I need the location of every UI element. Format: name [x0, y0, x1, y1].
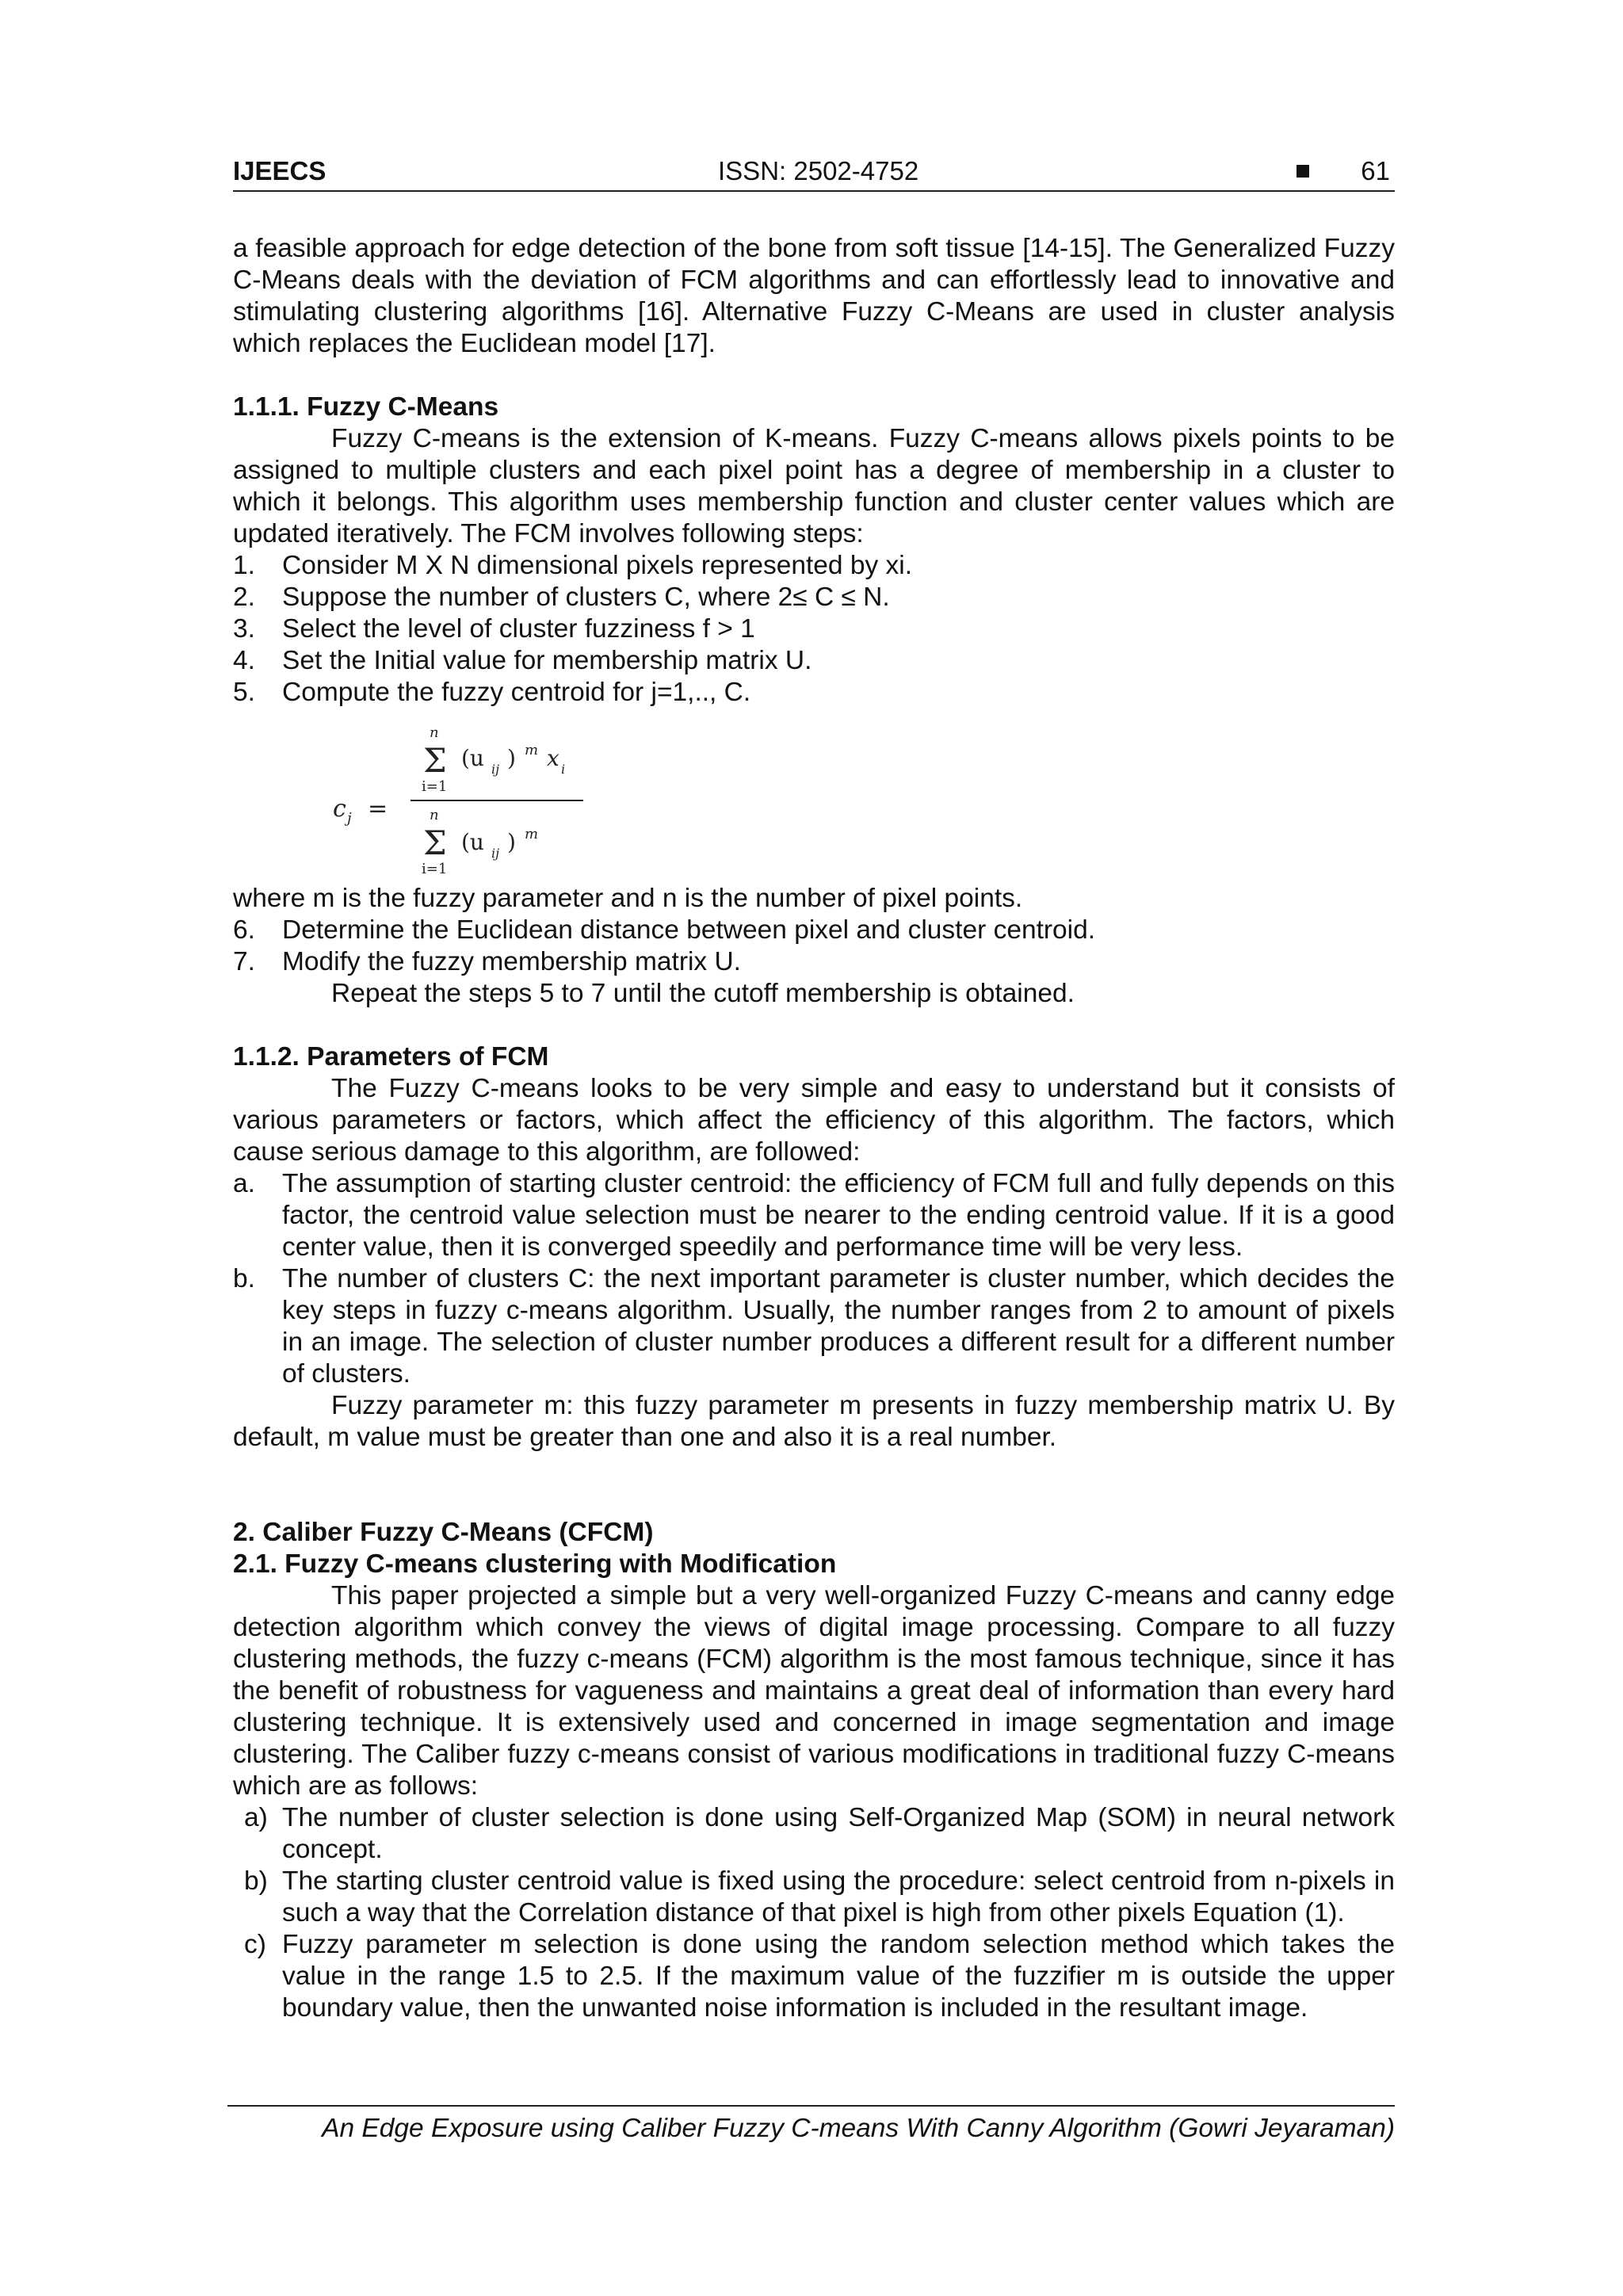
num-sum-upper: n [430, 724, 439, 741]
section-heading-2: 2. Caliber Fuzzy C-Means (CFCM) [233, 1518, 654, 1547]
footer-title: An Edge Exposure using Caliber Fuzzy C-means With Canny Algorithm (Gowri Jeyaraman) [322, 2114, 1395, 2143]
den-sigma: Σ [423, 823, 447, 862]
parameters-list [233, 1168, 1395, 1390]
fcm-steps-continued [233, 915, 1395, 978]
fuzzy-parameter-paragraph: Fuzzy parameter m: this fuzzy parameter m presents in fuzzy membership matrix U. By default, m value must be greater than one and also it is a real number. [233, 1391, 1395, 1452]
den-u-sub: ij [491, 846, 500, 861]
list-item: 1. Consider M X N dimensional pixels represented by xi. [233, 551, 913, 580]
list-item: b) The starting cluster centroid value is fixed using the procedure: select centroid from n-pixels in such a way that the Correlation distance of that pixel is high from other pixels Equation (1). [244, 1866, 1395, 1927]
cfcm-paragraph: This paper projected a simple but a very well-organized Fuzzy C-means and canny edge detection algorithm which convey the views of digital image processing. Compare to all fuzzy clustering methods, the fuzzy c-means (FCM) algorithm is the most famous technique, since it has the benefit of robustness for vagueness and maintains a great deal of information than every hard clustering technique. It is extensively used and concerned in image segmentation and image clustering. The Caliber fuzzy c-means consist of various modifications in traditional fuzzy C-means which are as follows: [233, 1581, 1395, 1801]
list-item: c) Fuzzy parameter m selection is done using the random selection method which takes the value in the range 1.5 to 2.5. If the maximum value of the fuzzifier m is outside the upper boundary value, then the unwanted noise information is included in the resultant image. [244, 1930, 1395, 2023]
section-heading-112: 1.1.2. Parameters of FCM [233, 1042, 549, 1072]
page-number: 61 [1361, 156, 1390, 185]
running-footer [227, 2105, 1395, 2145]
list-item: a. The assumption of starting cluster centroid: the efficiency of FCM full and fully depends on this factor, the centroid value selection must be nearer to the ending centroid value. If it is a good center value, then it is converged speedily and performance time will be very less. [233, 1169, 1395, 1262]
num-u-sub: ij [491, 762, 500, 777]
formula-graphic [328, 724, 693, 883]
modifications-list [233, 1802, 1395, 2024]
main-content [233, 233, 1395, 2024]
den-exp: m [525, 826, 539, 842]
formula-explanation: where m is the fuzzy parameter and n is the number of pixel points. [233, 884, 1023, 913]
running-header [233, 155, 1395, 192]
num-exp: m [525, 742, 539, 758]
intro-paragraph: a feasible approach for edge detection of the bone from soft tissue [14-15]. The Generalized Fuzzy C-Means deals with the deviation of FCM algorithms and can effortlessly lead to innovative and stimulating clustering algorithms [16]. Alternative Fuzzy C-Means are used in cluster analysis which replaces the Euclidean model [17]. [233, 234, 1395, 358]
list-item: 6. Determine the Euclidean distance between pixel and cluster centroid. [233, 915, 1096, 945]
num-x-sub: i [561, 762, 566, 777]
centroid-formula [233, 724, 1395, 883]
repeat-line: Repeat the steps 5 to 7 until the cutoff membership is obtained. [331, 979, 1075, 1008]
fcm-paragraph: Fuzzy C-means is the extension of K-means. Fuzzy C-means allows pixels points to be assigned to multiple clusters and each pixel point has a degree of membership in a cluster to which it belongs. This algorithm uses membership function and cluster center values which are updated iteratively. The FCM involves following steps: [233, 424, 1395, 548]
issn: ISSN: 2502-4752 [718, 156, 919, 185]
section-heading-21: 2.1. Fuzzy C-means clustering with Modification [233, 1549, 837, 1579]
num-u: (u [461, 745, 484, 771]
num-close: ) [507, 745, 516, 771]
section-heading-111: 1.1.1. Fuzzy C-Means [233, 392, 499, 422]
formula-lhs-sub: j [347, 810, 352, 827]
list-item: 5. Compute the fuzzy centroid for j=1,.., C. [233, 678, 751, 707]
den-sum-lower: i=1 [422, 861, 448, 877]
list-item: a) The number of cluster selection is done using Self-Organized Map (SOM) in neural network concept. [244, 1803, 1395, 1864]
square-bullet-icon [1296, 165, 1309, 178]
list-item: 4. Set the Initial value for membership matrix U. [233, 646, 812, 675]
list-item: 7. Modify the fuzzy membership matrix U. [233, 947, 741, 976]
parameters-paragraph: The Fuzzy C-means looks to be very simple and easy to understand but it consists of various parameters or factors, which affect the efficiency of this algorithm. The factors, which cause serious damage to this algorithm, are followed: [233, 1074, 1395, 1167]
num-x: x [547, 745, 559, 771]
list-item: 3. Select the level of cluster fuzziness f > 1 [233, 614, 755, 644]
formula-lhs: c [333, 795, 346, 823]
formula-equals: = [368, 795, 388, 823]
num-sum-lower: i=1 [422, 778, 448, 795]
den-close: ) [507, 829, 516, 855]
list-item: b. The number of clusters C: the next important parameter is cluster number, which decides the key steps in fuzzy c-means algorithm. Usually, the number ranges from 2 to amount of pixels in an image. The selection of cluster number produces a different result for a different number of clusters. [233, 1264, 1395, 1389]
den-u: (u [461, 829, 484, 855]
fcm-steps [233, 550, 1395, 709]
num-sigma: Σ [423, 741, 447, 780]
journal-name: IJEECS [233, 156, 327, 185]
den-sum-upper: n [430, 807, 439, 823]
list-item: 2. Suppose the number of clusters C, where 2≤ C ≤ N. [233, 583, 890, 612]
